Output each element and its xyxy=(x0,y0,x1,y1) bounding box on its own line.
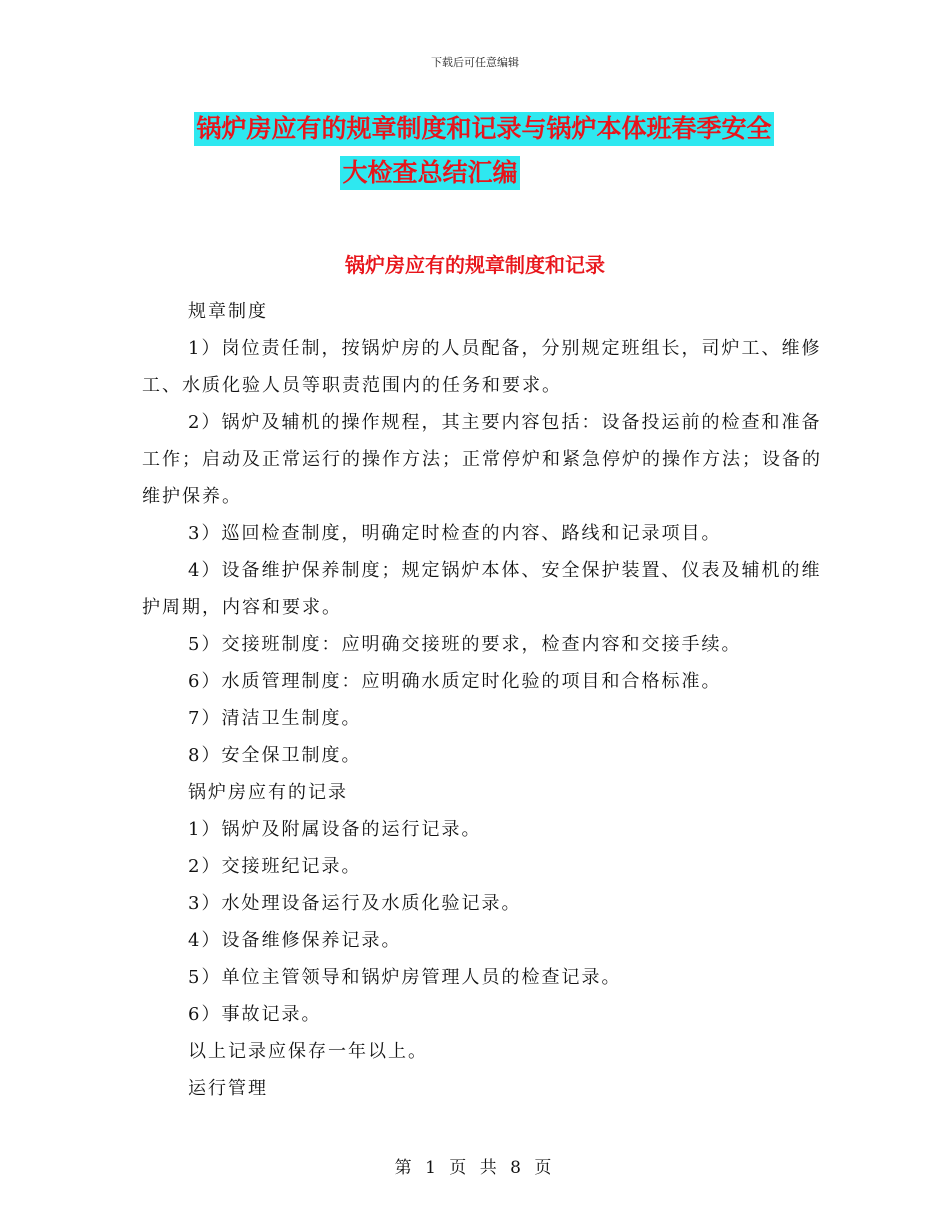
title-line-2: 大检查总结汇编 xyxy=(340,156,519,190)
document-title xyxy=(0,112,950,190)
paragraph: 3）巡回检查制度，明确定时检查的内容、路线和记录项目。 xyxy=(188,523,722,544)
paragraph: 3）水处理设备运行及水质化验记录。 xyxy=(188,893,522,914)
header-note: 下载后可任意编辑 xyxy=(431,56,519,69)
paragraph: 4）设备维修保养记录。 xyxy=(188,930,402,951)
paragraph: 以上记录应保存一年以上。 xyxy=(188,1041,428,1062)
title-line-1: 锅炉房应有的规章制度和记录与锅炉本体班春季安全 xyxy=(194,112,773,146)
section-heading: 锅炉房应有的规章制度和记录 xyxy=(345,253,605,277)
paragraph: 8）安全保卫制度。 xyxy=(188,745,362,766)
paragraph: 1）岗位责任制，按锅炉房的人员配备，分别规定班组长，司炉工、维修工、水质化验人员等职责范围内的任务和要求。 xyxy=(142,338,822,396)
paragraph-subheading: 锅炉房应有的记录 xyxy=(188,782,348,803)
document-body xyxy=(142,293,822,1107)
paragraph: 1）锅炉及附属设备的运行记录。 xyxy=(188,819,482,840)
paragraph: 7）清洁卫生制度。 xyxy=(188,708,362,729)
paragraph-subheading: 运行管理 xyxy=(188,1078,268,1099)
paragraph: 5）单位主管领导和锅炉房管理人员的检查记录。 xyxy=(188,967,622,988)
paragraph: 2）锅炉及辅机的操作规程，其主要内容包括：设备投运前的检查和准备工作；启动及正常运行的操作方法；正常停炉和紧急停炉的操作方法；设备的维护保养。 xyxy=(142,412,822,507)
paragraph: 6）事故记录。 xyxy=(188,1004,322,1025)
paragraph: 2）交接班纪记录。 xyxy=(188,856,362,877)
paragraph: 5）交接班制度：应明确交接班的要求，检查内容和交接手续。 xyxy=(188,634,742,655)
paragraph-subheading: 规章制度 xyxy=(188,301,268,322)
paragraph: 4）设备维护保养制度；规定锅炉本体、安全保护装置、仪表及辅机的维护周期，内容和要求。 xyxy=(142,560,822,618)
page-footer: 第 1 页 共 8 页 xyxy=(394,1158,556,1178)
paragraph: 6）水质管理制度：应明确水质定时化验的项目和合格标准。 xyxy=(188,671,722,692)
